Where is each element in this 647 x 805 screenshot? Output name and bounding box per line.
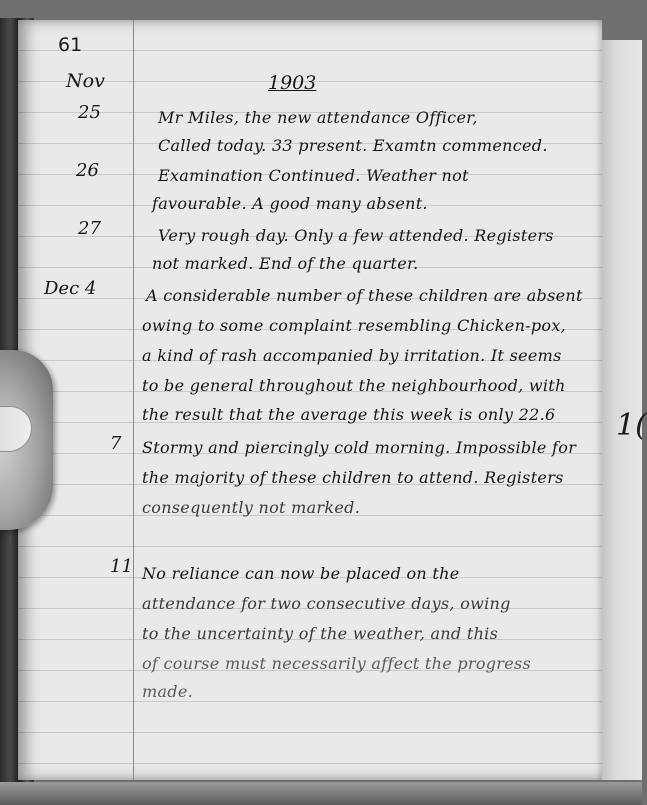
desk-surface (0, 782, 642, 805)
entry-line: Examination Continued. Weather not (158, 166, 469, 185)
entry-line: Called today. 33 present. Examtn commenced. (158, 136, 548, 155)
entry-date: 25 (78, 102, 101, 123)
entry-date: 11 (110, 556, 133, 577)
entry-line: No reliance can now be placed on the (142, 564, 460, 583)
entry-date: Dec 4 (44, 278, 97, 299)
entry-line: a kind of rash accompanied by irritation. It seems (142, 346, 562, 365)
entry-line: attendance for two consecutive days, owing (142, 594, 511, 613)
entry-line: consequently not marked. (142, 498, 361, 517)
entry-line: owing to some complaint resembling Chicken-pox, (142, 316, 567, 335)
entry-line: of course must necessarily affect the progress (142, 654, 532, 673)
facing-page (598, 40, 647, 780)
entry-line: Stormy and piercingly cold morning. Impossible for (142, 438, 577, 457)
entry-line: Very rough day. Only a few attended. Registers (158, 226, 554, 245)
entry-line: to be general throughout the neighbourhood, with (142, 376, 566, 395)
entry-line: to the uncertainty of the weather, and this (142, 624, 499, 643)
entry-date: 27 (78, 218, 101, 239)
year-header: 1903 (268, 72, 317, 94)
margin-rule (133, 20, 134, 780)
month-header: Nov (66, 70, 105, 92)
page-number: 61 (58, 34, 83, 56)
entry-date: 7 (110, 433, 122, 454)
thumbnail-nail (0, 406, 32, 452)
entry-line: made. (142, 682, 194, 701)
entry-line: favourable. A good many absent. (152, 194, 428, 213)
ledger-page (18, 20, 602, 780)
thumb (0, 350, 53, 530)
entry-line: the result that the average this week is only 22.6 (142, 405, 556, 424)
entry-line: A considerable number of these children are absent (146, 286, 583, 305)
facing-page-fragment: 1( (616, 408, 647, 443)
entry-line: Mr Miles, the new attendance Officer, (158, 108, 478, 127)
entry-date: 26 (76, 160, 99, 181)
entry-line: the majority of these children to attend. Registers (142, 468, 564, 487)
entry-line: not marked. End of the quarter. (152, 254, 419, 273)
